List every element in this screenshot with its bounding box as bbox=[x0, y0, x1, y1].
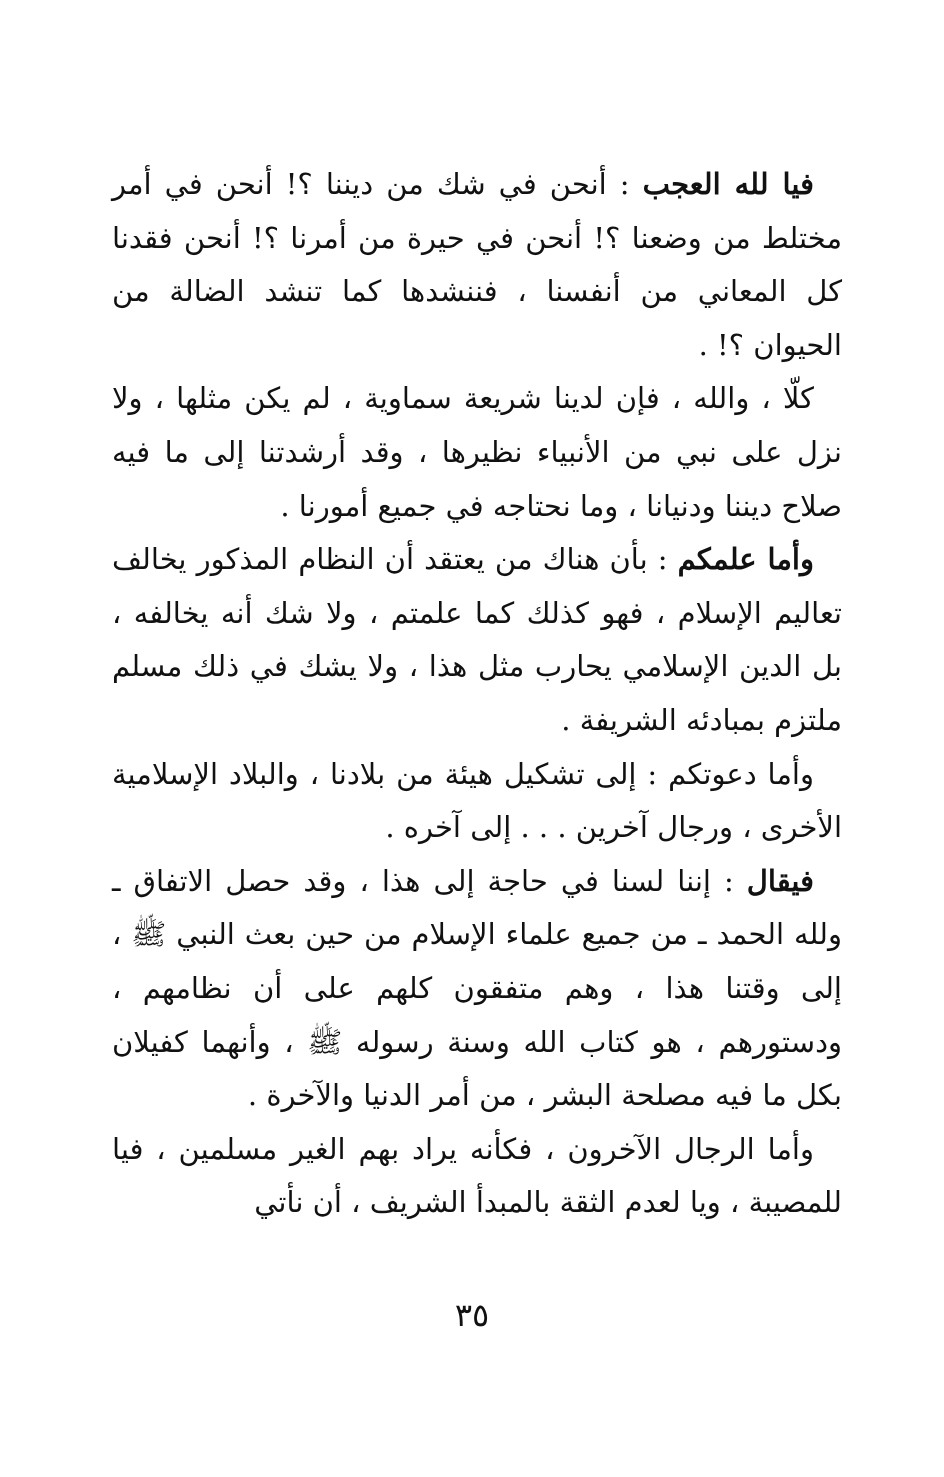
paragraph-6-text: وأما الرجال الآخرون ، فكأنه يراد بهم الغير مسلمين ، فيا للمصيبة ، ويا لعدم الثقة بالمبدأ الشريف ، أن نأتي bbox=[112, 1131, 842, 1220]
paragraph-1-lead: فيا لله العجب bbox=[642, 167, 814, 201]
paragraph-5-text: : إننا لسنا في حاجة إلى هذا ، وقد حصل الاتفاق ـ ولله الحمد ـ من جميع علماء الإسلام من حين بعث النبي ﷺ ، إلى وقتنا هذا ، وهم متفقون كلهم على أن نظامهم ، ودستورهم ، هو كتاب الله وسنة رسوله ﷺ ، وأنهما كفيلان بكل ما فيه مصلحة البشر ، من أمر الدنيا والآخرة . bbox=[112, 863, 842, 1113]
paragraph-1-text: : أنحن في شك من ديننا ؟! أنحن في أمر مختلط من وضعنا ؟! أنحن في حيرة من أمرنا ؟! أنحن فقدنا كل المعاني من أنفسنا ، فننشدها كما تنشد الضالة من الحيوان ؟! . bbox=[112, 167, 842, 362]
paragraph-1 bbox=[112, 158, 842, 372]
paragraph-2 bbox=[112, 372, 842, 533]
paragraph-4 bbox=[112, 748, 842, 855]
paragraph-3 bbox=[112, 533, 842, 747]
paragraph-3-text: : بأن هناك من يعتقد أن النظام المذكور يخالف تعاليم الإسلام ، فهو كذلك كما علمتم ، ولا شك أنه يخالفه ، بل الدين الإسلامي يحارب مثل هذا ، ولا يشك في ذلك مسلم ملتزم بمبادئه الشريفة . bbox=[112, 542, 842, 737]
page-number: ٣٥ bbox=[454, 1296, 490, 1334]
paragraph-3-lead: وأما علمكم bbox=[677, 542, 814, 577]
body-text bbox=[112, 158, 842, 1230]
paragraph-4-text: وأما دعوتكم : إلى تشكيل هيئة من بلادنا ، والبلاد الإسلامية الأخرى ، ورجال آخرين . . . إلى آخره . bbox=[112, 756, 842, 845]
paragraph-2-text: كلّا ، والله ، فإن لدينا شريعة سماوية ، لم يكن مثلها ، ولا نزل على نبي من الأنبياء نظيرها ، وقد أرشدتنا إلى ما فيه صلاح ديننا ودنيانا ، وما نحتاجه في جميع أمورنا . bbox=[112, 381, 843, 523]
paragraph-5 bbox=[112, 855, 842, 1123]
paragraph-6 bbox=[112, 1123, 842, 1230]
paragraph-5-lead: فيقال bbox=[746, 863, 814, 898]
